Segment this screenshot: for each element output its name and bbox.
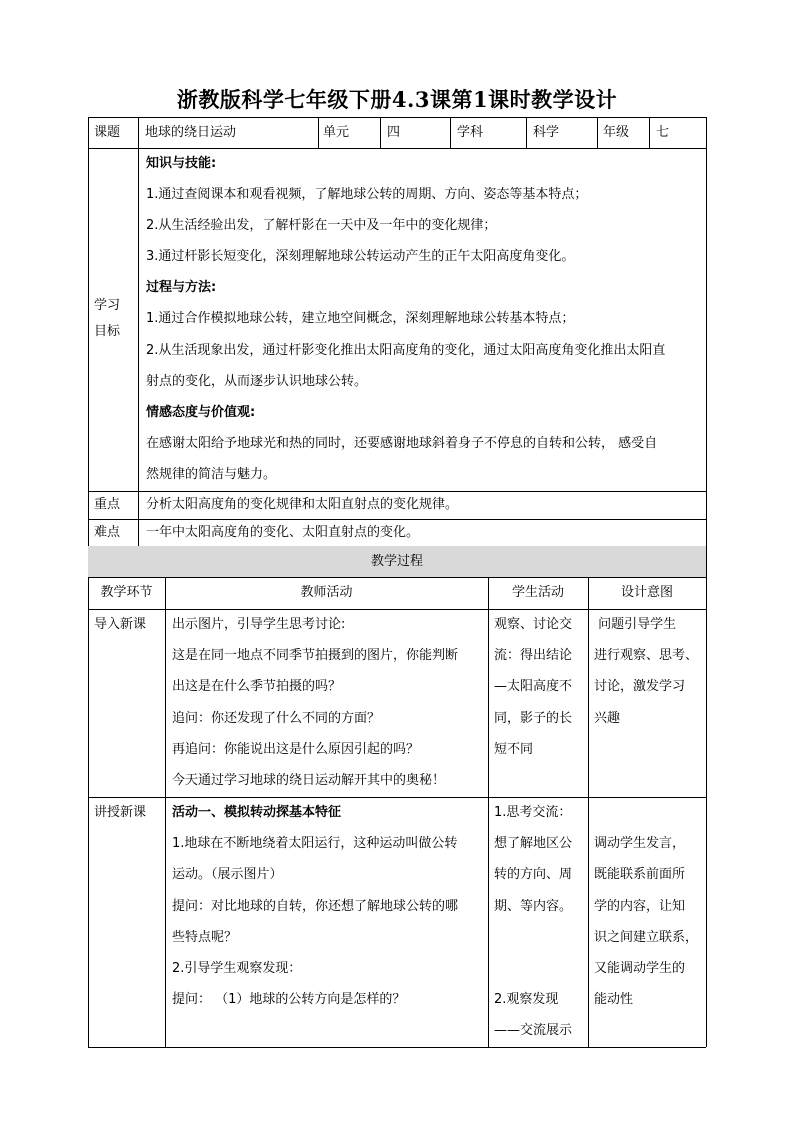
- grade-label: 年级: [603, 125, 630, 140]
- topic-label: 课题: [94, 125, 121, 140]
- emotion-item: 然规律的简洁与魅力。: [146, 467, 277, 482]
- table-line: [597, 117, 598, 148]
- student-line: —太阳高度不: [494, 679, 573, 694]
- student-line: 流：得出结论: [494, 648, 573, 663]
- intent-line: 讨论，激发学习: [594, 679, 686, 694]
- teacher-line: 这是在同一地点不同季节拍摄到的图片，你能判断: [172, 648, 459, 663]
- student-line: 短不同: [494, 742, 534, 757]
- student-line: 观察、讨论交: [494, 617, 573, 632]
- stage-intro: 导入新课: [94, 617, 147, 632]
- student-line: ——交流展示: [494, 1023, 573, 1038]
- student-line: 1.思考交流：: [494, 805, 572, 820]
- knowledge-item: 1.通过查阅课本和观看视频，了解地球公转的周期、方向、姿态等基本特点；: [146, 187, 588, 202]
- student-line: 转的方向、周: [494, 867, 573, 882]
- intent-line: 学的内容，让知: [594, 899, 686, 914]
- column-header-teacher: 教师活动: [300, 585, 353, 600]
- table-line: [450, 117, 451, 148]
- table-line: [88, 1047, 706, 1048]
- topic-value: 地球的绕日运动: [145, 125, 237, 140]
- knowledge-item: 3.通过杆影长短变化，深刻理解地球公转运动产生的正午太阳高度角变化。: [146, 249, 575, 264]
- table-line: [165, 577, 166, 1047]
- process-item: 射点的变化，从而逐步认识地球公转。: [146, 374, 368, 389]
- intent-line: 问题引导学生: [594, 617, 677, 632]
- teacher-line: 运动。（展示图片）: [172, 867, 283, 882]
- table-line: [588, 577, 589, 1047]
- intent-line: 进行观察、思考、: [594, 648, 699, 663]
- teacher-line: 出这是在什么季节拍摄的吗？: [172, 679, 342, 694]
- goals-label-2: 目标: [94, 324, 121, 339]
- intent-line: 能动性: [594, 992, 634, 1007]
- table-line: [488, 577, 489, 1047]
- teacher-line: 出示图片，引导学生思考讨论:: [172, 617, 346, 632]
- teacher-line: 再追问：你能说出这是什么原因引起的吗？: [172, 742, 420, 757]
- subject-label: 学科: [457, 125, 484, 140]
- table-line: [706, 117, 707, 1047]
- intent-line: 既能联系前面所: [594, 867, 686, 882]
- process-item: 1.通过合作模拟地球公转，建立地空间概念，深刻理解地球公转基本特点；: [146, 311, 575, 326]
- process-title: 过程与方法:: [146, 280, 217, 295]
- emotion-title: 情感态度与价值观:: [146, 405, 256, 420]
- activity-title: 活动一、模拟转动探基本特征: [172, 805, 342, 820]
- emotion-item: 在感谢太阳给予地球光和热的同时，还要感谢地球斜着身子不停息的自转和公转， 感受自: [146, 436, 658, 451]
- page-title: 浙教版科学七年级下册4.3课第1课时教学设计: [176, 87, 618, 112]
- intent-line: 兴趣: [594, 711, 621, 726]
- key-point-text: 分析太阳高度角的变化规律和太阳直射点的变化规律。: [146, 497, 459, 512]
- student-line: 2.观察发现: [494, 992, 559, 1007]
- unit-value: 四: [387, 125, 401, 140]
- knowledge-title: 知识与技能:: [146, 156, 217, 171]
- teacher-line: 1.地球在不断地绕着太阳运行，这种运动叫做公转: [172, 836, 458, 851]
- column-header-intent: 设计意图: [620, 585, 673, 600]
- student-line: 想了解地区公: [494, 836, 573, 851]
- student-line: 同，影子的长: [494, 711, 573, 726]
- intent-line: 识之间建立联系，: [594, 930, 699, 945]
- goals-label-1: 学习: [94, 298, 121, 313]
- teacher-line: 提问： （1）地球的公转方向是怎样的？: [172, 992, 406, 1007]
- column-header-stage: 教学环节: [100, 585, 153, 600]
- intent-line: 调动学生发言，: [594, 836, 686, 851]
- student-line: 期、等内容。: [494, 899, 573, 914]
- process-header: 教学过程: [370, 554, 423, 569]
- grade-value: 七: [656, 125, 670, 140]
- teacher-line: 些特点呢？: [172, 930, 238, 945]
- teacher-line: 追问：你还发现了什么不同的方面？: [172, 711, 381, 726]
- process-item: 2.从生活现象出发，通过杆影变化推出太阳高度角的变化，通过太阳高度角变化推出太阳直: [146, 343, 666, 358]
- key-point-label: 重点: [94, 497, 121, 512]
- teacher-line: 提问：对比地球的自转，你还想了解地球公转的哪: [172, 899, 459, 914]
- table-line: [380, 117, 381, 148]
- stage-lecture: 讲授新课: [94, 805, 147, 820]
- table-line: [526, 117, 527, 148]
- subject-value: 科学: [533, 125, 560, 140]
- teacher-line: 2.引导学生观察发现：: [172, 961, 302, 976]
- intent-line: 又能调动学生的: [594, 961, 686, 976]
- teacher-line: 今天通过学习地球的绕日运动解开其中的奥秘！: [172, 773, 446, 788]
- knowledge-item: 2.从生活经验出发，了解杆影在一天中及一年中的变化规律；: [146, 218, 497, 233]
- table-line: [138, 117, 139, 546]
- table-line: [649, 117, 650, 148]
- column-header-student: 学生活动: [511, 585, 564, 600]
- table-line: [318, 117, 319, 148]
- unit-label: 单元: [323, 125, 350, 140]
- difficulty-text: 一年中太阳高度角的变化、太阳直射点的变化。: [146, 525, 420, 540]
- difficulty-label: 难点: [94, 525, 121, 540]
